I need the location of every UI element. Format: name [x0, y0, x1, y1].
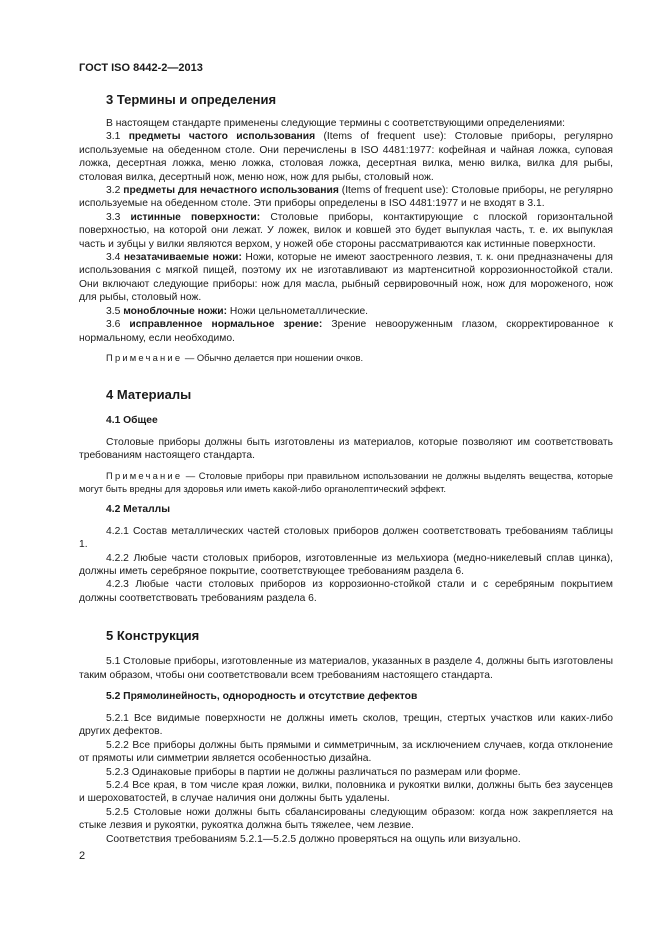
section-4-1-note: Примечание — Столовые приборы при правильном использовании не должны выделять вещества, которые могут быть вредны для здоровья или иметь какой-либо органолептический эффект. — [79, 469, 613, 494]
subsection-4-2-title: 4.2 Металлы — [106, 503, 170, 515]
paragraph-5-2-1: 5.2.1 Все видимые поверхности не должны иметь сколов, трещин, стертых участков или каких-либо других дефектов. — [79, 712, 613, 738]
running-header: ГОСТ ISO 8442-2—2013 — [79, 62, 203, 74]
term-3-2-definition: (Items of frequent use): Столовые приборы, не регулярно используемые на обеденном столе. Эти приборы определены в ISO 4481:1977 и не входят в 3.1. — [79, 185, 613, 210]
subsection-5-2-title: 5.2 Прямолинейность, однородность и отсутствие дефектов — [106, 690, 418, 702]
paragraph-4-2-3: 4.2.3 Любые части столовых приборов из коррозионно-стойкой стали и с серебряным покрытием должны соответствовать требованиям раздела 6. — [79, 579, 613, 604]
term-3-3-name: истинные поверхности: — [130, 211, 261, 223]
term-3-4: 3.4 незатачиваемые ножи: Ножи, которые не имеют заостренного лезвия, т. к. они предназначены для использования с мягкой пищей, поэтому их не изготавливают из мартенситной коррозионностойкой стали. Они включают следующие приборы: нож для масла, рыбный сервировочный нож, нож для мороженого, нож для рыбы, столовый нож. — [79, 252, 613, 304]
term-3-2-name: предметы для нечастного использования — [123, 185, 339, 197]
term-3-5-name: моноблочные ножи: — [123, 305, 228, 317]
term-3-3-definition: Столовые приборы, контактирующие с плоской горизонтальной поверхностью, на которой они лежат. У ложек, вилок и ковшей это будет выпуклая часть, т. е. их выпуклая часть и зубцы у вилки являются верхом, у ножей обе стороны рассматриваются как истинные поверхности. — [79, 211, 613, 250]
term-3-4-name: незатачиваемые ножи: — [123, 252, 242, 264]
term-3-6: 3.6 исправленное нормальное зрение: Зрение невооруженным глазом, скорректированное к нормальному, если необходимо. — [79, 319, 613, 344]
section-3-intro: В настоящем стандарте применены следующие термины с соответствующими определениями: — [106, 118, 566, 129]
term-3-2: 3.2 предметы для нечастного использования (Items of frequent use): Столовые приборы, не регулярно используемые на обеденном столе. Эти приборы определены в ISO 4481:1977 и не входят в 3.1. — [79, 185, 613, 210]
term-3-1-definition: (Items of frequent use): Столовые приборы, регулярно используемые на обеденном столе. Они перечислены в ISO 4481:1977: кофейная и чайная ложка, суповая ложка, десертная ложка, меню ложка, столовая ложка, десертная вилка, меню вилка, вилка для рыбы, столовая вилка, десертный нож, меню нож, нож для рыбы, столовый нож. — [79, 131, 613, 183]
term-3-6-name: исправленное нормальное зрение: — [129, 319, 323, 331]
term-3-3: 3.3 истинные поверхности: Столовые приборы, контактирующие с плоской горизонтальной поверхностью, на которой они лежат. У ложек, вилок и ковшей это будет выпуклая часть, т. е. их выпуклая часть и зубцы у вилки являются верхом, у ножей обе стороны рассматриваются как истинные поверхности. — [79, 211, 613, 250]
term-3-1-name: предметы частого использования — [128, 131, 316, 143]
paragraph-5-2-verification: Соответствия требованиям 5.2.1—5.2.5 должно проверяться на ощупь или визуально. — [106, 833, 521, 845]
note-label: Примечание — [106, 469, 183, 481]
page-number: 2 — [79, 850, 86, 862]
note-label: Примечание — [106, 351, 183, 363]
page-content — [79, 91, 613, 846]
term-3-5: 3.5 моноблочные ножи: Ножи цельнометаллические. — [106, 305, 369, 317]
subsection-4-1-title: 4.1 Общее — [106, 414, 158, 426]
section-3-note: Примечание — Обычно делается при ношении очков. — [106, 351, 364, 363]
section-4-title: 4 Материалы — [106, 386, 192, 402]
term-3-6-definition: Зрение невооруженным глазом, скорректированное к нормальному, если необходимо. — [79, 319, 613, 344]
paragraph-4-2-1: 4.2.1 Состав металлических частей столовых приборов должен соответствовать требованиям таблицы 1. — [79, 525, 613, 551]
paragraph-5-2-4: 5.2.4 Все края, в том числе края ложки, вилки, половника и рукоятки вилки, должны быть без заусенцев и шероховатостей, в случае наличия они должны быть удалены. — [79, 780, 613, 805]
paragraph-5-2-3: 5.2.3 Одинаковые приборы в партии не должны различаться по размерам или форме. — [106, 766, 521, 778]
section-3-title: 3 Термины и определения — [106, 92, 277, 107]
paragraph-5-2-2: 5.2.2 Все приборы должны быть прямыми и симметричным, за исключением случаев, когда отклонение от прямоты или симметрии является особенностью дизайна. — [79, 739, 613, 765]
paragraph-4-1: Столовые приборы должны быть изготовлены из материалов, которые позволяют им соответствовать требованиям настоящего стандарта. — [79, 436, 613, 462]
term-3-1: 3.1 предметы частого использования (Items of frequent use): Столовые приборы, регулярно используемые на обеденном столе. Они перечислены в ISO 4481:1977: кофейная и чайная ложка, суповая ложка, десертная ложка, меню ложка, столовая ложка, десертная вилка, меню вилка, вилка для рыбы, столовая вилка, десертный нож, меню нож, нож для рыбы, столовый нож. — [79, 131, 613, 183]
term-3-5-definition: Ножи цельнометаллические. — [227, 305, 369, 317]
paragraph-5-2-5: 5.2.5 Столовые ножи должны быть сбалансированы следующим образом: когда нож закрепляется на стыке лезвия и рукоятки, рукоятка должна быть тяжелее, чем лезвие. — [79, 806, 613, 832]
paragraph-4-2-2: 4.2.2 Любые части столовых приборов, изготовленные из мельхиора (медно-никелевый сплав цинка), должны иметь серебряное покрытие, соответствующее требованиям раздела 6. — [79, 552, 613, 577]
section-5-title: 5 Конструкция — [106, 628, 200, 644]
term-3-4-definition: Ножи, которые не имеют заостренного лезвия, т. к. они предназначены для использования с мягкой пищей, поэтому их не изготавливают из мартенситной коррозионностойкой стали. Они включают следующие приборы: нож для масла, рыбный сервировочный нож, нож для мороженого, нож для рыбы, столовый нож. — [79, 252, 613, 304]
paragraph-5-1: 5.1 Столовые приборы, изготовленные из материалов, указанных в разделе 4, должны быть изготовлены таким образом, чтобы они соответствовали всем требованиям настоящего стандарта. — [79, 656, 613, 681]
